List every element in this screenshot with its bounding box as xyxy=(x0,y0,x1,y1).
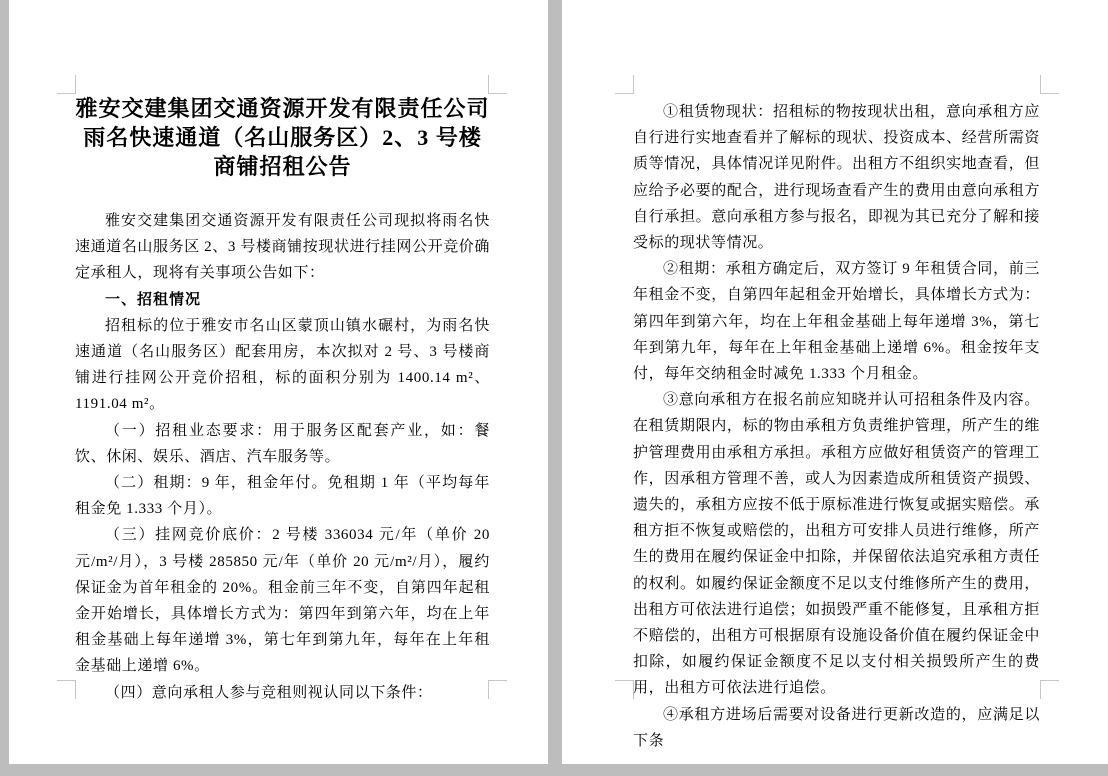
page-2-text-area xyxy=(633,99,1040,754)
document-title-line-1[interactable]: 雅安交建集团交通资源开发有限责任公司 xyxy=(75,96,490,121)
text-boundary-mark-bottom-left xyxy=(615,680,634,699)
text-boundary-mark-top-left xyxy=(57,75,76,94)
section-1-heading[interactable]: 一、招租情况 xyxy=(105,290,202,308)
clause-4-paragraph[interactable]: ④承租方进场后需要对设备进行更新改造的，应满足以下条 xyxy=(633,706,1040,749)
document-title[interactable] xyxy=(75,94,490,181)
clause-1-paragraph[interactable]: ①租赁物现状：招租标的物按现状出租，意向承租方应自行进行实地查看并了解标的现状、投资成本、经营所需资质等情况，具体情况详见附件。出租方不组织实地查看，但应给予必要的配合，进行现场查看产生的费用由意向承租方自行承担。意向承租方参与报名，即视为其已充分了解和接受标的现状等情况。 xyxy=(633,104,1040,252)
document-title-line-3[interactable]: 商铺招租公告 xyxy=(213,154,352,179)
text-boundary-mark-top-right xyxy=(1040,75,1059,94)
intro-paragraph[interactable]: 雅安交建集团交通资源开发有限责任公司现拟将雨名快速通道名山服务区 2、3 号楼商铺按现状进行挂网公开竞价确定承租人，现将有关事项公告如下： xyxy=(75,213,490,282)
text-boundary-mark-bottom-left xyxy=(57,680,76,699)
item-3-paragraph[interactable]: （三）挂网竞价底价：2 号楼 336034 元/年（单价 20 元/m²/月），3 号楼 285850 元/年（单价 20 元/m²/月），履约保证金为首年租金的 20%。租金前三年不变，自第四年起租金开始增长，具体增长方式为：第四年到第六年，均在上年租金基础上每年递增 3%，第七年到第九年，每年在上年租金基础上递增 6%。 xyxy=(75,527,490,675)
location-paragraph[interactable]: 招租标的位于雅安市名山区蒙顶山镇水碾村，为雨名快速通道（名山服务区）配套用房，本次拟对 2 号、3 号楼商铺进行挂网公开竞价招租，标的面积分别为 1400.14 m²、1191.04 m²。 xyxy=(75,317,490,413)
item-2-paragraph[interactable]: （二）租期：9 年，租金年付。免租期 1 年（平均每年租金免 1.333 个月）。 xyxy=(75,475,490,518)
document-page-2[interactable] xyxy=(562,0,1108,764)
text-boundary-mark-top-left xyxy=(615,75,634,94)
document-title-line-2[interactable]: 雨名快速通道（名山服务区）2、3 号楼 xyxy=(83,125,482,150)
text-boundary-mark-bottom-right xyxy=(488,680,507,699)
document-page-1[interactable] xyxy=(9,0,548,764)
page-1-text-area xyxy=(75,94,490,706)
text-boundary-mark-top-right xyxy=(488,75,507,94)
item-1-paragraph[interactable]: （一）招租业态要求：用于服务区配套产业，如：餐饮、休闲、娱乐、酒店、汽车服务等。 xyxy=(75,422,490,465)
clause-2-paragraph[interactable]: ②租期：承租方确定后，双方签订 9 年租赁合同，前三年租金不变，自第四年起租金开始增长，具体增长方式为：第四年到第六年，均在上年租金基础上每年递增 3%，第七年到第九年，每年在上年租金基础上递增 6%。租金按年支付，每年交纳租金时减免 1.333 个月租金。 xyxy=(633,261,1040,383)
page-1-body xyxy=(75,208,490,706)
item-4-paragraph[interactable]: （四）意向承租人参与竞租则视认同以下条件： xyxy=(105,684,433,701)
clause-3-paragraph[interactable]: ③意向承租方在报名前应知晓并认可招租条件及内容。在租赁期限内，标的物由承租方负责维护管理，所产生的维护管理费用由承租方承担。承租方应做好租赁资产的管理工作，因承租方管理不善，或人为因素造成所租赁资产损毁、遗失的，承租方应按不低于原标准进行恢复或据实赔偿。承租方拒不恢复或赔偿的，出租方可安排人员进行维修，所产生的费用在履约保证金中扣除，并保留依法追究承租方责任的权利。如履约保证金额度不足以支付维修所产生的费用，出租方可依法进行追偿；如损毁严重不能修复，且承租方拒不赔偿的，出租方可根据原有设施设备价值在履约保证金中扣除，如履约保证金额度不足以支付相关损毁所产生的费用，出租方可依法进行追偿。 xyxy=(633,392,1040,697)
text-boundary-mark-bottom-right xyxy=(1040,680,1059,699)
